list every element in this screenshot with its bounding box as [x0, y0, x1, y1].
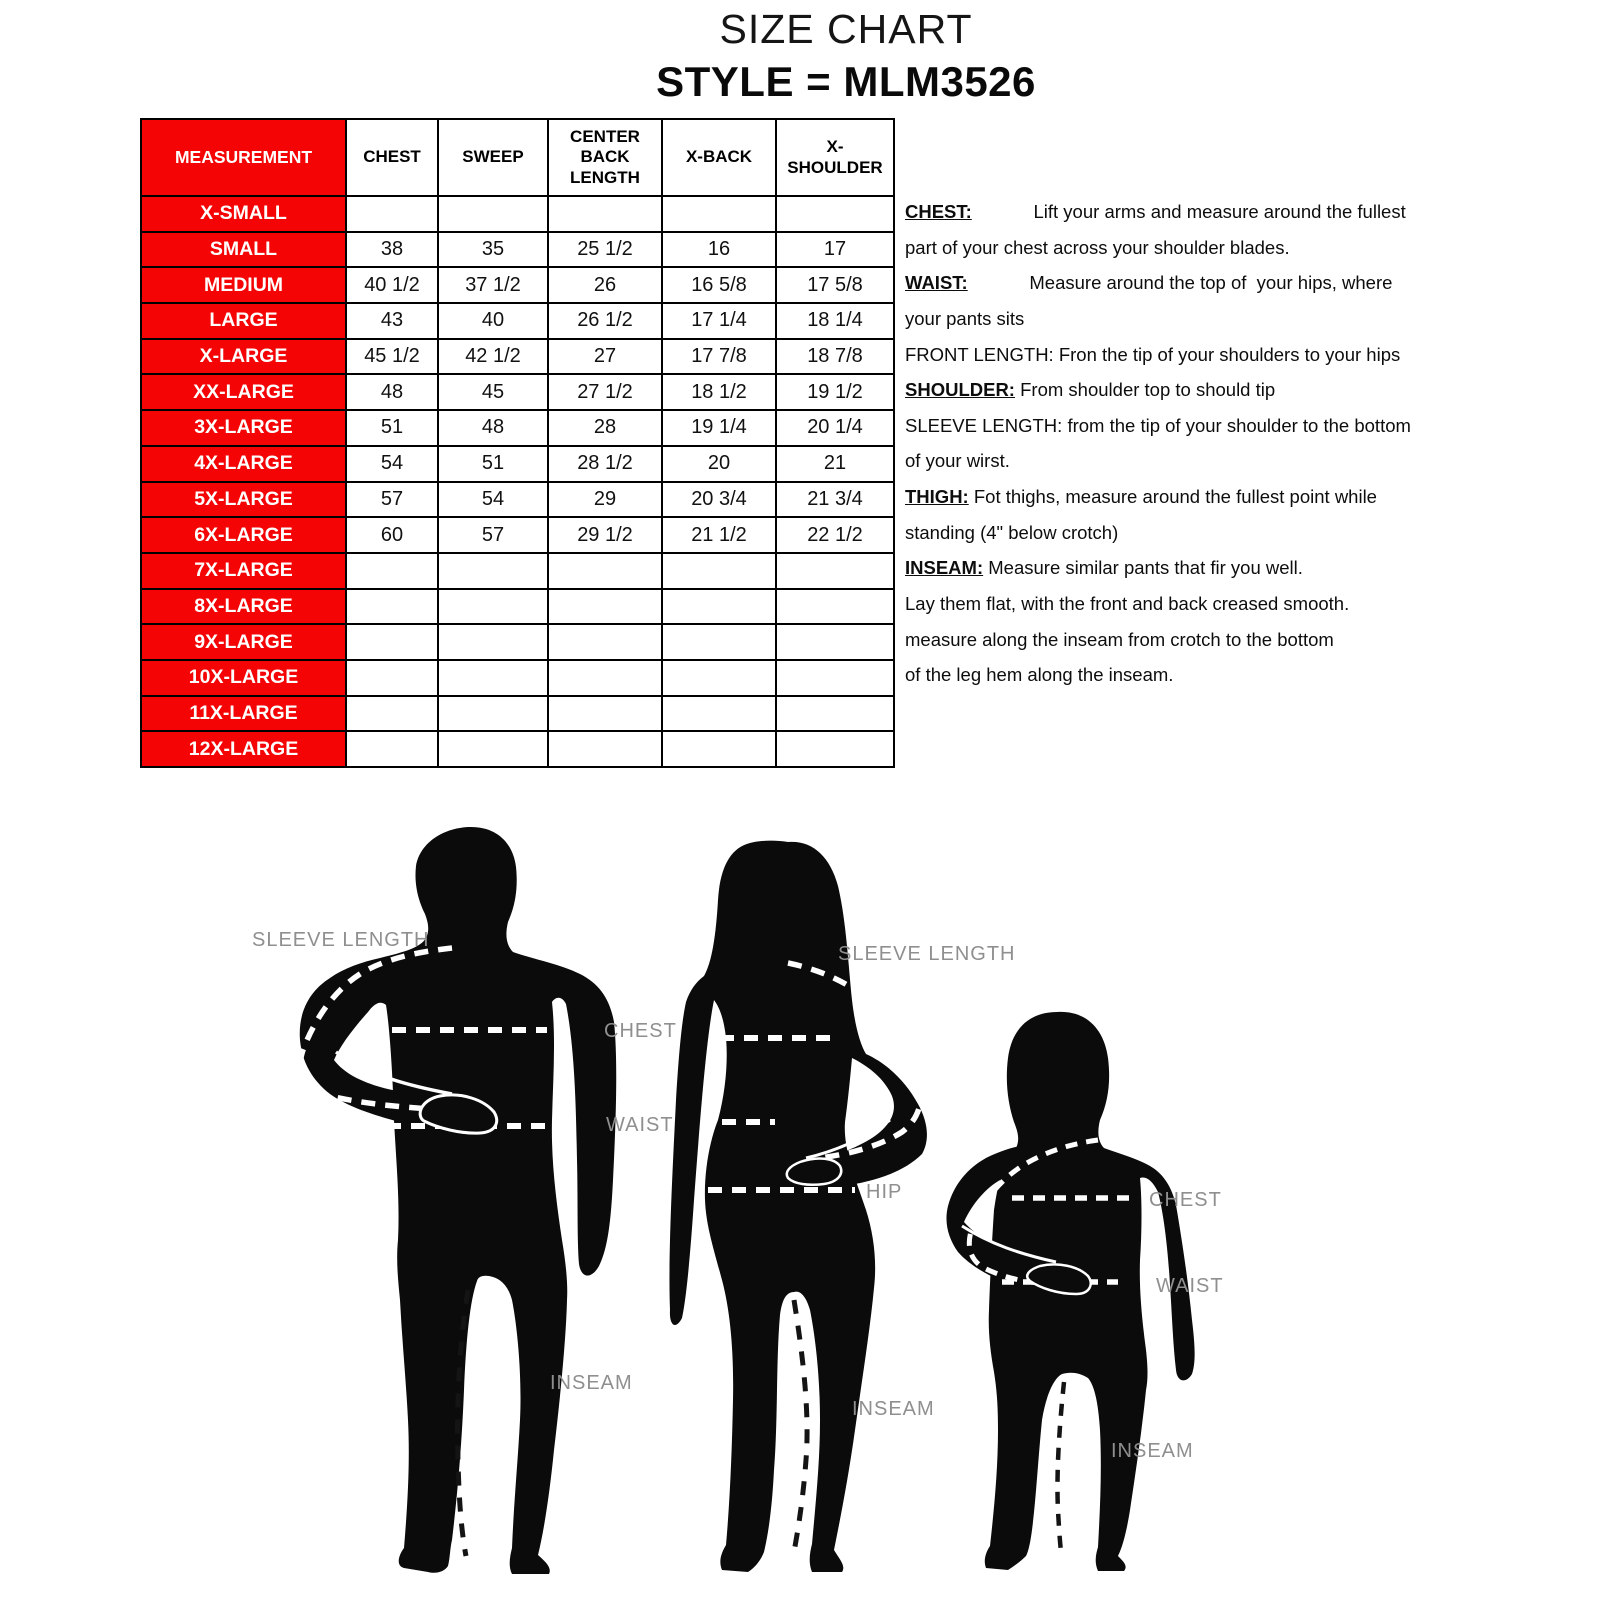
x-shoulder-value-cell: 22 1/2 [776, 517, 894, 553]
x-shoulder-value-cell: 17 5/8 [776, 267, 894, 303]
man-inseam-label: INSEAM [550, 1372, 633, 1394]
sweep-value-cell: 54 [438, 482, 548, 518]
x-shoulder-value-cell [776, 589, 894, 625]
sweep-value-cell: 42 1/2 [438, 339, 548, 375]
instruction-text: of your wirst. [905, 450, 1010, 472]
child-inseam-line [1057, 1382, 1064, 1552]
table-row [141, 303, 894, 339]
measurement-figures [0, 800, 1600, 1600]
instruction-line [905, 408, 1411, 444]
x-back-value-cell: 19 1/4 [662, 410, 776, 446]
x-shoulder-value-cell: 21 [776, 446, 894, 482]
center-back-length-value-cell [548, 196, 662, 232]
center-back-length-value-cell [548, 660, 662, 696]
instruction-term: THIGH: [905, 486, 969, 508]
table-header-row [141, 119, 894, 196]
table-row [141, 517, 894, 553]
center-back-length-value-cell: 27 [548, 339, 662, 375]
center-back-length-value-cell: 26 1/2 [548, 303, 662, 339]
sweep-value-cell [438, 660, 548, 696]
title-block [46, 6, 1600, 106]
sweep-value-cell [438, 196, 548, 232]
x-shoulder-value-cell: 18 1/4 [776, 303, 894, 339]
x-back-value-cell: 20 [662, 446, 776, 482]
instruction-term: CHEST: [905, 201, 972, 222]
size-label-cell: XX-LARGE [141, 374, 346, 410]
instruction-text: From shoulder top to should tip [1014, 379, 1276, 401]
instruction-line [905, 657, 1411, 693]
x-back-value-cell: 17 1/4 [662, 303, 776, 339]
instruction-line [905, 372, 1411, 408]
table-row [141, 374, 894, 410]
woman-hip-label: HIP [866, 1181, 903, 1203]
instruction-line [905, 479, 1411, 515]
size-label-cell: X-SMALL [141, 196, 346, 232]
center-back-length-value-cell: 26 [548, 267, 662, 303]
x-back-value-cell: 18 1/2 [662, 374, 776, 410]
page-title: SIZE CHART [719, 6, 973, 52]
center-back-length-value-cell: 28 [548, 410, 662, 446]
woman-inseam-label: INSEAM [852, 1398, 935, 1420]
style-number-title: STYLE = MLM3526 [656, 58, 1036, 105]
sweep-value-cell: 40 [438, 303, 548, 339]
x-back-value-cell: 21 1/2 [662, 517, 776, 553]
center-back-length-value-cell: 25 1/2 [548, 232, 662, 268]
center-back-length-value-cell [548, 731, 662, 767]
instruction-line [905, 443, 1411, 479]
x-shoulder-value-cell [776, 553, 894, 589]
center-back-length-value-cell [548, 624, 662, 660]
size-label-cell: 12X-LARGE [141, 731, 346, 767]
chest-value-cell: 40 1/2 [346, 267, 438, 303]
instruction-term: SHOULDER: [905, 379, 1015, 401]
instruction-line [905, 265, 1411, 301]
table-row [141, 482, 894, 518]
size-label-cell: SMALL [141, 232, 346, 268]
instruction-text: measure along the inseam from crotch to the bottom [905, 628, 1334, 650]
size-table [140, 118, 895, 768]
center-back-length-value-cell [548, 589, 662, 625]
chest-value-cell [346, 696, 438, 732]
sweep-value-cell [438, 696, 548, 732]
x-shoulder-value-cell [776, 696, 894, 732]
x-back-value-cell [662, 589, 776, 625]
table-row [141, 624, 894, 660]
chest-value-cell: 60 [346, 517, 438, 553]
sweep-value-cell: 57 [438, 517, 548, 553]
chest-value-cell [346, 196, 438, 232]
header-measurement: MEASUREMENT [141, 119, 346, 196]
instruction-term: WAIST: [905, 272, 968, 294]
x-back-value-cell: 17 7/8 [662, 339, 776, 375]
instruction-line [905, 301, 1411, 337]
size-label-cell: 6X-LARGE [141, 517, 346, 553]
table-row [141, 731, 894, 767]
sweep-value-cell [438, 589, 548, 625]
chest-value-cell [346, 589, 438, 625]
x-shoulder-value-cell [776, 624, 894, 660]
x-back-value-cell: 16 [662, 232, 776, 268]
size-label-cell: 7X-LARGE [141, 553, 346, 589]
center-back-length-value-cell: 29 1/2 [548, 517, 662, 553]
x-back-value-cell [662, 660, 776, 696]
header-x-back: X-BACK [662, 119, 776, 196]
center-back-length-value-cell: 27 1/2 [548, 374, 662, 410]
table-row [141, 553, 894, 589]
instruction-text: Measure similar pants that fir you well. [983, 557, 1303, 579]
instruction-line [905, 515, 1411, 551]
chest-value-cell [346, 731, 438, 767]
chest-value-cell [346, 624, 438, 660]
instruction-line [905, 337, 1411, 373]
chest-value-cell: 51 [346, 410, 438, 446]
instruction-text: Fot thighs, measure around the fullest point while [968, 486, 1377, 508]
size-label-cell: 9X-LARGE [141, 624, 346, 660]
instruction-text: your pants sits [905, 307, 1025, 329]
center-back-length-value-cell [548, 553, 662, 589]
x-back-value-cell [662, 553, 776, 589]
table-row [141, 267, 894, 303]
chest-value-cell: 38 [346, 232, 438, 268]
x-back-value-cell [662, 624, 776, 660]
x-back-value-cell [662, 731, 776, 767]
sweep-value-cell [438, 624, 548, 660]
x-shoulder-value-cell: 21 3/4 [776, 482, 894, 518]
center-back-length-value-cell [548, 696, 662, 732]
x-back-value-cell [662, 196, 776, 232]
instruction-text: Lay them flat, with the front and back creased smooth. [905, 593, 1350, 615]
chest-value-cell [346, 660, 438, 696]
x-shoulder-value-cell: 19 1/2 [776, 374, 894, 410]
chest-value-cell [346, 553, 438, 589]
header-center-back-length: CENTER BACK LENGTH [548, 119, 662, 196]
sweep-value-cell: 37 1/2 [438, 267, 548, 303]
center-back-length-value-cell: 29 [548, 482, 662, 518]
table-row [141, 589, 894, 625]
center-back-length-value-cell: 28 1/2 [548, 446, 662, 482]
instruction-line [905, 230, 1411, 266]
x-shoulder-value-cell [776, 660, 894, 696]
instruction-text: part of your chest across your shoulder blades. [905, 236, 1290, 258]
child-chest-label: CHEST [1149, 1189, 1222, 1211]
size-label-cell: 3X-LARGE [141, 410, 346, 446]
chest-value-cell: 54 [346, 446, 438, 482]
waist-label: WAIST [606, 1114, 674, 1136]
chest-value-cell: 45 1/2 [346, 339, 438, 375]
x-shoulder-value-cell [776, 731, 894, 767]
x-back-value-cell: 20 3/4 [662, 482, 776, 518]
instruction-text: SLEEVE LENGTH: from the tip of your shoulder to the bottom [905, 414, 1411, 436]
x-back-value-cell: 16 5/8 [662, 267, 776, 303]
silhouettes-graphic [0, 800, 1600, 1600]
instruction-line [905, 550, 1411, 586]
instruction-text: Lift your arms and measure around the fullest [971, 201, 1406, 222]
instruction-text: standing (4" below crotch) [905, 521, 1119, 543]
instruction-line [905, 622, 1411, 658]
header-x-shoulder: X-SHOULDER [776, 119, 894, 196]
table-row [141, 660, 894, 696]
size-label-cell: 5X-LARGE [141, 482, 346, 518]
table-row [141, 446, 894, 482]
x-shoulder-value-cell: 20 1/4 [776, 410, 894, 446]
measuring-instructions [905, 194, 1411, 693]
instruction-term: INSEAM: [905, 557, 984, 579]
x-shoulder-value-cell: 17 [776, 232, 894, 268]
chest-label: CHEST [604, 1020, 677, 1042]
instruction-text: FRONT LENGTH: Fron the tip of your shoulders to your hips [905, 343, 1401, 365]
sweep-value-cell: 48 [438, 410, 548, 446]
x-shoulder-value-cell: 18 7/8 [776, 339, 894, 375]
header-sweep: SWEEP [438, 119, 548, 196]
child-inseam-label: INSEAM [1111, 1440, 1194, 1462]
instruction-line [905, 586, 1411, 622]
chest-value-cell: 43 [346, 303, 438, 339]
instruction-line [905, 194, 1411, 230]
table-row [141, 232, 894, 268]
woman-sleeve-length-label: SLEEVE LENGTH [838, 943, 1016, 965]
instruction-text: of the leg hem along the inseam. [905, 664, 1174, 686]
size-label-cell: 11X-LARGE [141, 696, 346, 732]
size-label-cell: 8X-LARGE [141, 589, 346, 625]
table-row [141, 196, 894, 232]
x-back-value-cell [662, 696, 776, 732]
chest-value-cell: 57 [346, 482, 438, 518]
sweep-value-cell: 35 [438, 232, 548, 268]
size-label-cell: X-LARGE [141, 339, 346, 375]
instruction-text: Measure around the top of your hips, where [967, 272, 1393, 294]
x-shoulder-value-cell [776, 196, 894, 232]
size-label-cell: LARGE [141, 303, 346, 339]
size-label-cell: 4X-LARGE [141, 446, 346, 482]
table-row [141, 696, 894, 732]
size-label-cell: MEDIUM [141, 267, 346, 303]
sweep-value-cell: 45 [438, 374, 548, 410]
header-chest: CHEST [346, 119, 438, 196]
sweep-value-cell: 51 [438, 446, 548, 482]
child-waist-label: WAIST [1156, 1275, 1224, 1297]
table-row [141, 410, 894, 446]
woman-inseam-line [794, 1300, 807, 1552]
sweep-value-cell [438, 553, 548, 589]
chest-value-cell: 48 [346, 374, 438, 410]
sweep-value-cell [438, 731, 548, 767]
table-row [141, 339, 894, 375]
man-sleeve-length-label: SLEEVE LENGTH [252, 929, 430, 951]
size-label-cell: 10X-LARGE [141, 660, 346, 696]
